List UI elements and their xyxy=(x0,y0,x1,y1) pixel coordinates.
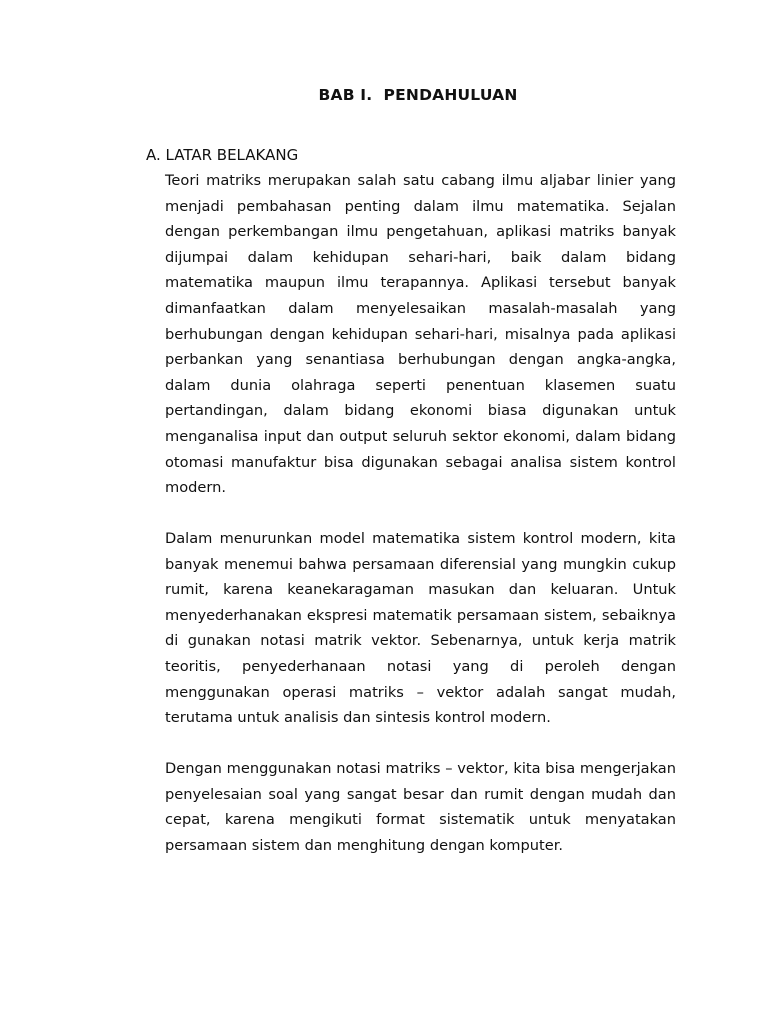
section-heading: A. LATAR BELAKANG xyxy=(146,146,299,164)
paragraph-2: Dalam menurunkan model matematika sistem kontrol modern, kita banyak menemui bahwa persamaan diferensial yang mungkin cukup rumit, karena keanekaragaman masukan dan keluaran. Untuk menyederhanakan ekspresi matematik persamaan sistem, sebaiknya di gunakan notasi matrik vektor. Sebenarnya, untuk kerja matrik teoritis, penyederhanaan notasi yang di peroleh dengan menggunakan operasi matriks – vektor adalah sangat mudah, terutama untuk analisis dan sintesis kontrol modern. xyxy=(165,530,676,727)
paragraph-3: Dengan menggunakan notasi matriks – vektor, kita bisa mengerjakan penyelesaian soal yang sangat besar dan rumit dengan mudah dan cepat, karena mengikuti format sistematik untuk menyatakan persamaan sistem dan menghitung dengan komputer. xyxy=(165,760,676,854)
chapter-title: BAB I. PENDAHULUAN xyxy=(318,86,518,104)
paragraph-1: Teori matriks merupakan salah satu cabang ilmu aljabar linier yang menjadi pembahasan penting dalam ilmu matematika. Sejalan dengan perkembangan ilmu pengetahuan, aplikasi matriks banyak dijumpai dalam kehidupan sehari-hari, baik dalam bidang matematika maupun ilmu terapannya. Aplikasi tersebut banyak dimanfaatkan dalam menyelesaikan masalah-masalah yang berhubungan dengan kehidupan sehari-hari, misalnya pada aplikasi perbankan yang senantiasa berhubungan dengan angka-angka, dalam dunia olahraga seperti penentuan klasemen suatu pertandingan, dalam bidang ekonomi biasa digunakan untuk menganalisa input dan output seluruh sektor ekonomi, dalam bidang otomasi manufaktur bisa digunakan sebagai analisa sistem kontrol modern. xyxy=(165,172,676,497)
